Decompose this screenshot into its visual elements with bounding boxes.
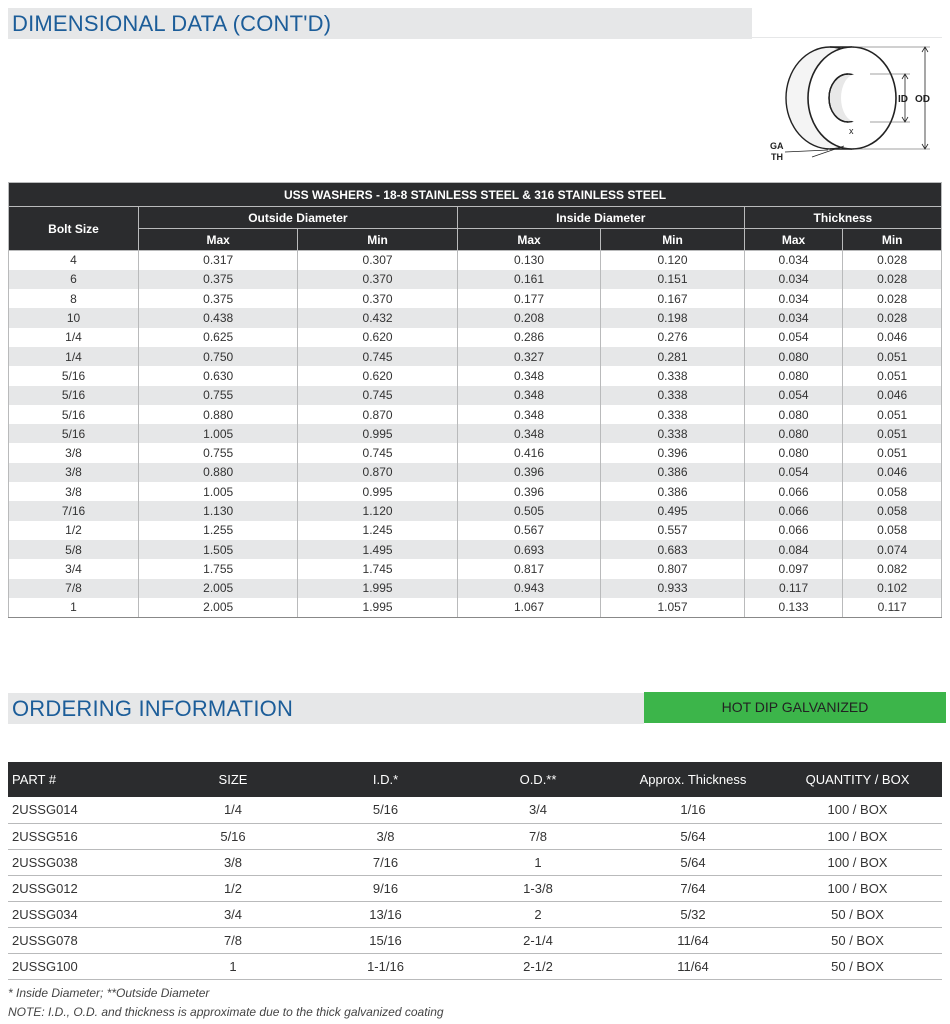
table-cell: 0.034 [744,270,843,289]
table-cell: 0.338 [601,424,745,443]
dimensional-data-heading: DIMENSIONAL DATA (CONT'D) [8,8,752,39]
footnote-diameters: * Inside Diameter; **Outside Diameter [8,986,210,1000]
table-cell: 0.348 [457,366,601,385]
table-cell: 1/4 [9,328,139,347]
table-cell: 3/8 [9,463,139,482]
table-cell: 0.683 [601,540,745,559]
table-cell: 0.386 [601,482,745,501]
dimension-row [9,405,942,424]
table-cell: 0.745 [298,386,457,405]
table-cell: 0.745 [298,443,457,462]
table-cell: 5/16 [9,366,139,385]
size-header: SIZE [158,762,308,797]
dimension-row [9,598,942,617]
table-cell: 2-1/4 [463,927,613,953]
table-cell: 7/8 [9,579,139,598]
table-cell: 0.046 [843,328,942,347]
table-cell: 0.066 [744,521,843,540]
table-cell: 2USSG038 [8,849,158,875]
table-cell: 0.084 [744,540,843,559]
table-cell: 0.120 [601,251,745,270]
table-cell: 2USSG078 [8,927,158,953]
table-cell: 0.870 [298,405,457,424]
dimension-row [9,482,942,501]
washer-diagram [760,42,940,172]
table-cell: 1/2 [9,521,139,540]
dimension-row [9,540,942,559]
table-cell: 0.375 [139,270,298,289]
table-cell: 0.432 [298,308,457,327]
table-cell: 10 [9,308,139,327]
table-cell: 100 / BOX [773,875,942,901]
table-cell: 0.133 [744,598,843,617]
table-cell: 1/2 [158,875,308,901]
table-cell: 7/8 [158,927,308,953]
table-cell: 0.281 [601,347,745,366]
table-cell: 3/4 [463,797,613,823]
table-cell: 0.375 [139,289,298,308]
diagram-x-label: x [849,126,854,136]
table-cell: 3/4 [158,901,308,927]
table-cell: 0.396 [457,482,601,501]
table-cell: 0.745 [298,347,457,366]
table-cell: 100 / BOX [773,823,942,849]
table-cell: 0.276 [601,328,745,347]
table-cell: 7/8 [463,823,613,849]
table-cell: 5/32 [613,901,773,927]
table-cell: 5/64 [613,849,773,875]
table-cell: 0.177 [457,289,601,308]
table-cell: 4 [9,251,139,270]
table-cell: 1.495 [298,540,457,559]
table-cell: 0.438 [139,308,298,327]
table-cell: 6 [9,270,139,289]
table-cell: 0.028 [843,270,942,289]
dimension-row [9,328,942,347]
table-cell: 2.005 [139,598,298,617]
table-cell: 1.057 [601,598,745,617]
table-cell: 5/8 [9,540,139,559]
order-row [8,823,942,849]
table-cell: 0.054 [744,386,843,405]
table-cell: 0.370 [298,289,457,308]
table-cell: 0.051 [843,366,942,385]
table-cell: 5/16 [9,424,139,443]
table-cell: 2USSG034 [8,901,158,927]
dimension-row [9,386,942,405]
table-cell: 3/8 [9,443,139,462]
dimension-row [9,289,942,308]
table-cell: 0.880 [139,405,298,424]
table-cell: 50 / BOX [773,901,942,927]
dimension-row [9,251,942,270]
table-cell: 0.416 [457,443,601,462]
table-cell: 0.208 [457,308,601,327]
table-cell: 0.167 [601,289,745,308]
table-cell: 1-3/8 [463,875,613,901]
table-cell: 0.870 [298,463,457,482]
table-cell: 0.130 [457,251,601,270]
table-cell: 1 [463,849,613,875]
diagram-ga-label: GA [770,141,784,151]
table-cell: 0.051 [843,347,942,366]
table-cell: 2USSG014 [8,797,158,823]
table-cell: 0.028 [843,251,942,270]
table-cell: 0.198 [601,308,745,327]
inside-diameter-header: Inside Diameter [457,207,744,229]
table-cell: 3/8 [158,849,308,875]
table-cell: 0.051 [843,443,942,462]
table-cell: 0.054 [744,328,843,347]
table-cell: 0.338 [601,366,745,385]
dimension-row [9,463,942,482]
dimension-row [9,559,942,578]
table-cell: 0.348 [457,405,601,424]
table-cell: 15/16 [308,927,463,953]
table-cell: 0.995 [298,482,457,501]
table-cell: 3/8 [308,823,463,849]
table-cell: 50 / BOX [773,927,942,953]
table-cell: 11/64 [613,953,773,979]
diagram-id-label: ID [898,94,908,105]
table-cell: 0.327 [457,347,601,366]
table-cell: 0.117 [843,598,942,617]
table-cell: 1.995 [298,579,457,598]
table-cell: 0.630 [139,366,298,385]
thickness-header: Thickness [744,207,941,229]
dimension-row [9,366,942,385]
table-cell: 7/16 [308,849,463,875]
table-cell: 0.051 [843,405,942,424]
table-cell: 0.755 [139,443,298,462]
table-cell: 7/16 [9,501,139,520]
table-cell: 2.005 [139,579,298,598]
table-cell: 0.693 [457,540,601,559]
table-cell: 1 [9,598,139,617]
table-cell: 0.028 [843,308,942,327]
bolt-size-header: Bolt Size [9,207,139,251]
table-cell: 0.348 [457,386,601,405]
table-cell: 5/64 [613,823,773,849]
order-row [8,901,942,927]
footnote-galvanized-note: NOTE: I.D., O.D. and thickness is approximate due to the thick galvanized coating [8,1005,444,1019]
dimensional-data-table [8,182,942,618]
table-cell: 0.620 [298,328,457,347]
table-cell: 0.286 [457,328,601,347]
dimension-row [9,424,942,443]
quantity-per-box-header: QUANTITY / BOX [773,762,942,797]
table-cell: 0.933 [601,579,745,598]
table-cell: 0.338 [601,405,745,424]
table-cell: 0.370 [298,270,457,289]
table-cell: 0.054 [744,463,843,482]
table-cell: 0.034 [744,289,843,308]
table-cell: 0.066 [744,501,843,520]
table-cell: 5/16 [9,386,139,405]
table-cell: 0.051 [843,424,942,443]
od-min-header: Min [298,229,457,251]
order-row [8,953,942,979]
table-cell: 0.880 [139,463,298,482]
table-cell: 1.245 [298,521,457,540]
table-cell: 1/16 [613,797,773,823]
table-cell: 3/8 [9,482,139,501]
table-cell: 1/4 [158,797,308,823]
table-cell: 2 [463,901,613,927]
order-row [8,875,942,901]
table-cell: 0.817 [457,559,601,578]
table-cell: 0.625 [139,328,298,347]
table-cell: 1.130 [139,501,298,520]
table-cell: 0.151 [601,270,745,289]
table-cell: 1-1/16 [308,953,463,979]
table-cell: 1.255 [139,521,298,540]
table-cell: 0.082 [843,559,942,578]
table-cell: 1.067 [457,598,601,617]
table-cell: 0.080 [744,443,843,462]
table-cell: 0.755 [139,386,298,405]
dimension-row [9,308,942,327]
dimension-row [9,501,942,520]
diagram-th-label: TH [771,152,783,162]
diagram-od-label: OD [915,94,930,105]
part-number-header: PART # [8,762,158,797]
table-cell: 1.505 [139,540,298,559]
table-cell: 1/4 [9,347,139,366]
table-cell: 0.495 [601,501,745,520]
table-cell: 0.750 [139,347,298,366]
table-cell: 2-1/2 [463,953,613,979]
order-row [8,849,942,875]
table-cell: 9/16 [308,875,463,901]
table-cell: 0.058 [843,482,942,501]
approx-thickness-header: Approx. Thickness [613,762,773,797]
od-header: O.D.** [463,762,613,797]
table-cell: 8 [9,289,139,308]
table-cell: 13/16 [308,901,463,927]
table-cell: 0.058 [843,521,942,540]
hot-dip-galvanized-badge: HOT DIP GALVANIZED [644,692,946,723]
id-min-header: Min [601,229,745,251]
table-cell: 0.097 [744,559,843,578]
dimension-row [9,270,942,289]
table-cell: 0.066 [744,482,843,501]
dimension-row [9,347,942,366]
table-cell: 0.307 [298,251,457,270]
table-cell: 0.161 [457,270,601,289]
table-cell: 0.080 [744,366,843,385]
table-cell: 1.745 [298,559,457,578]
table-cell: 0.348 [457,424,601,443]
table-cell: 0.028 [843,289,942,308]
table-cell: 100 / BOX [773,797,942,823]
table-cell: 0.046 [843,463,942,482]
od-max-header: Max [139,229,298,251]
table-title: USS WASHERS - 18-8 STAINLESS STEEL & 316 STAINLESS STEEL [9,183,942,207]
table-cell: 5/16 [9,405,139,424]
table-cell: 0.620 [298,366,457,385]
table-cell: 0.074 [843,540,942,559]
table-cell: 0.080 [744,347,843,366]
dimension-row [9,521,942,540]
table-cell: 0.505 [457,501,601,520]
table-cell: 3/4 [9,559,139,578]
table-cell: 0.080 [744,405,843,424]
th-max-header: Max [744,229,843,251]
table-cell: 0.338 [601,386,745,405]
table-cell: 0.943 [457,579,601,598]
id-max-header: Max [457,229,601,251]
table-cell: 0.995 [298,424,457,443]
table-cell: 0.080 [744,424,843,443]
table-cell: 1 [158,953,308,979]
order-row [8,927,942,953]
table-cell: 0.807 [601,559,745,578]
dimension-row [9,579,942,598]
table-cell: 2USSG516 [8,823,158,849]
table-cell: 100 / BOX [773,849,942,875]
id-header: I.D.* [308,762,463,797]
outside-diameter-header: Outside Diameter [139,207,458,229]
table-cell: 11/64 [613,927,773,953]
table-cell: 1.005 [139,424,298,443]
table-cell: 0.557 [601,521,745,540]
ordering-table [8,762,942,980]
table-cell: 0.034 [744,251,843,270]
th-min-header: Min [843,229,942,251]
table-cell: 1.755 [139,559,298,578]
table-cell: 7/64 [613,875,773,901]
table-cell: 50 / BOX [773,953,942,979]
table-cell: 2USSG100 [8,953,158,979]
table-cell: 1.120 [298,501,457,520]
table-cell: 2USSG012 [8,875,158,901]
order-row [8,797,942,823]
ordering-information-heading: ORDERING INFORMATION [8,693,644,724]
table-cell: 0.567 [457,521,601,540]
table-cell: 0.046 [843,386,942,405]
table-cell: 1.005 [139,482,298,501]
table-cell: 0.386 [601,463,745,482]
table-cell: 5/16 [308,797,463,823]
table-cell: 0.317 [139,251,298,270]
table-cell: 0.117 [744,579,843,598]
table-cell: 0.396 [601,443,745,462]
table-cell: 5/16 [158,823,308,849]
dimension-row [9,443,942,462]
table-cell: 0.058 [843,501,942,520]
heading-underline [752,37,942,38]
table-cell: 0.034 [744,308,843,327]
table-cell: 0.102 [843,579,942,598]
table-cell: 1.995 [298,598,457,617]
table-cell: 0.396 [457,463,601,482]
